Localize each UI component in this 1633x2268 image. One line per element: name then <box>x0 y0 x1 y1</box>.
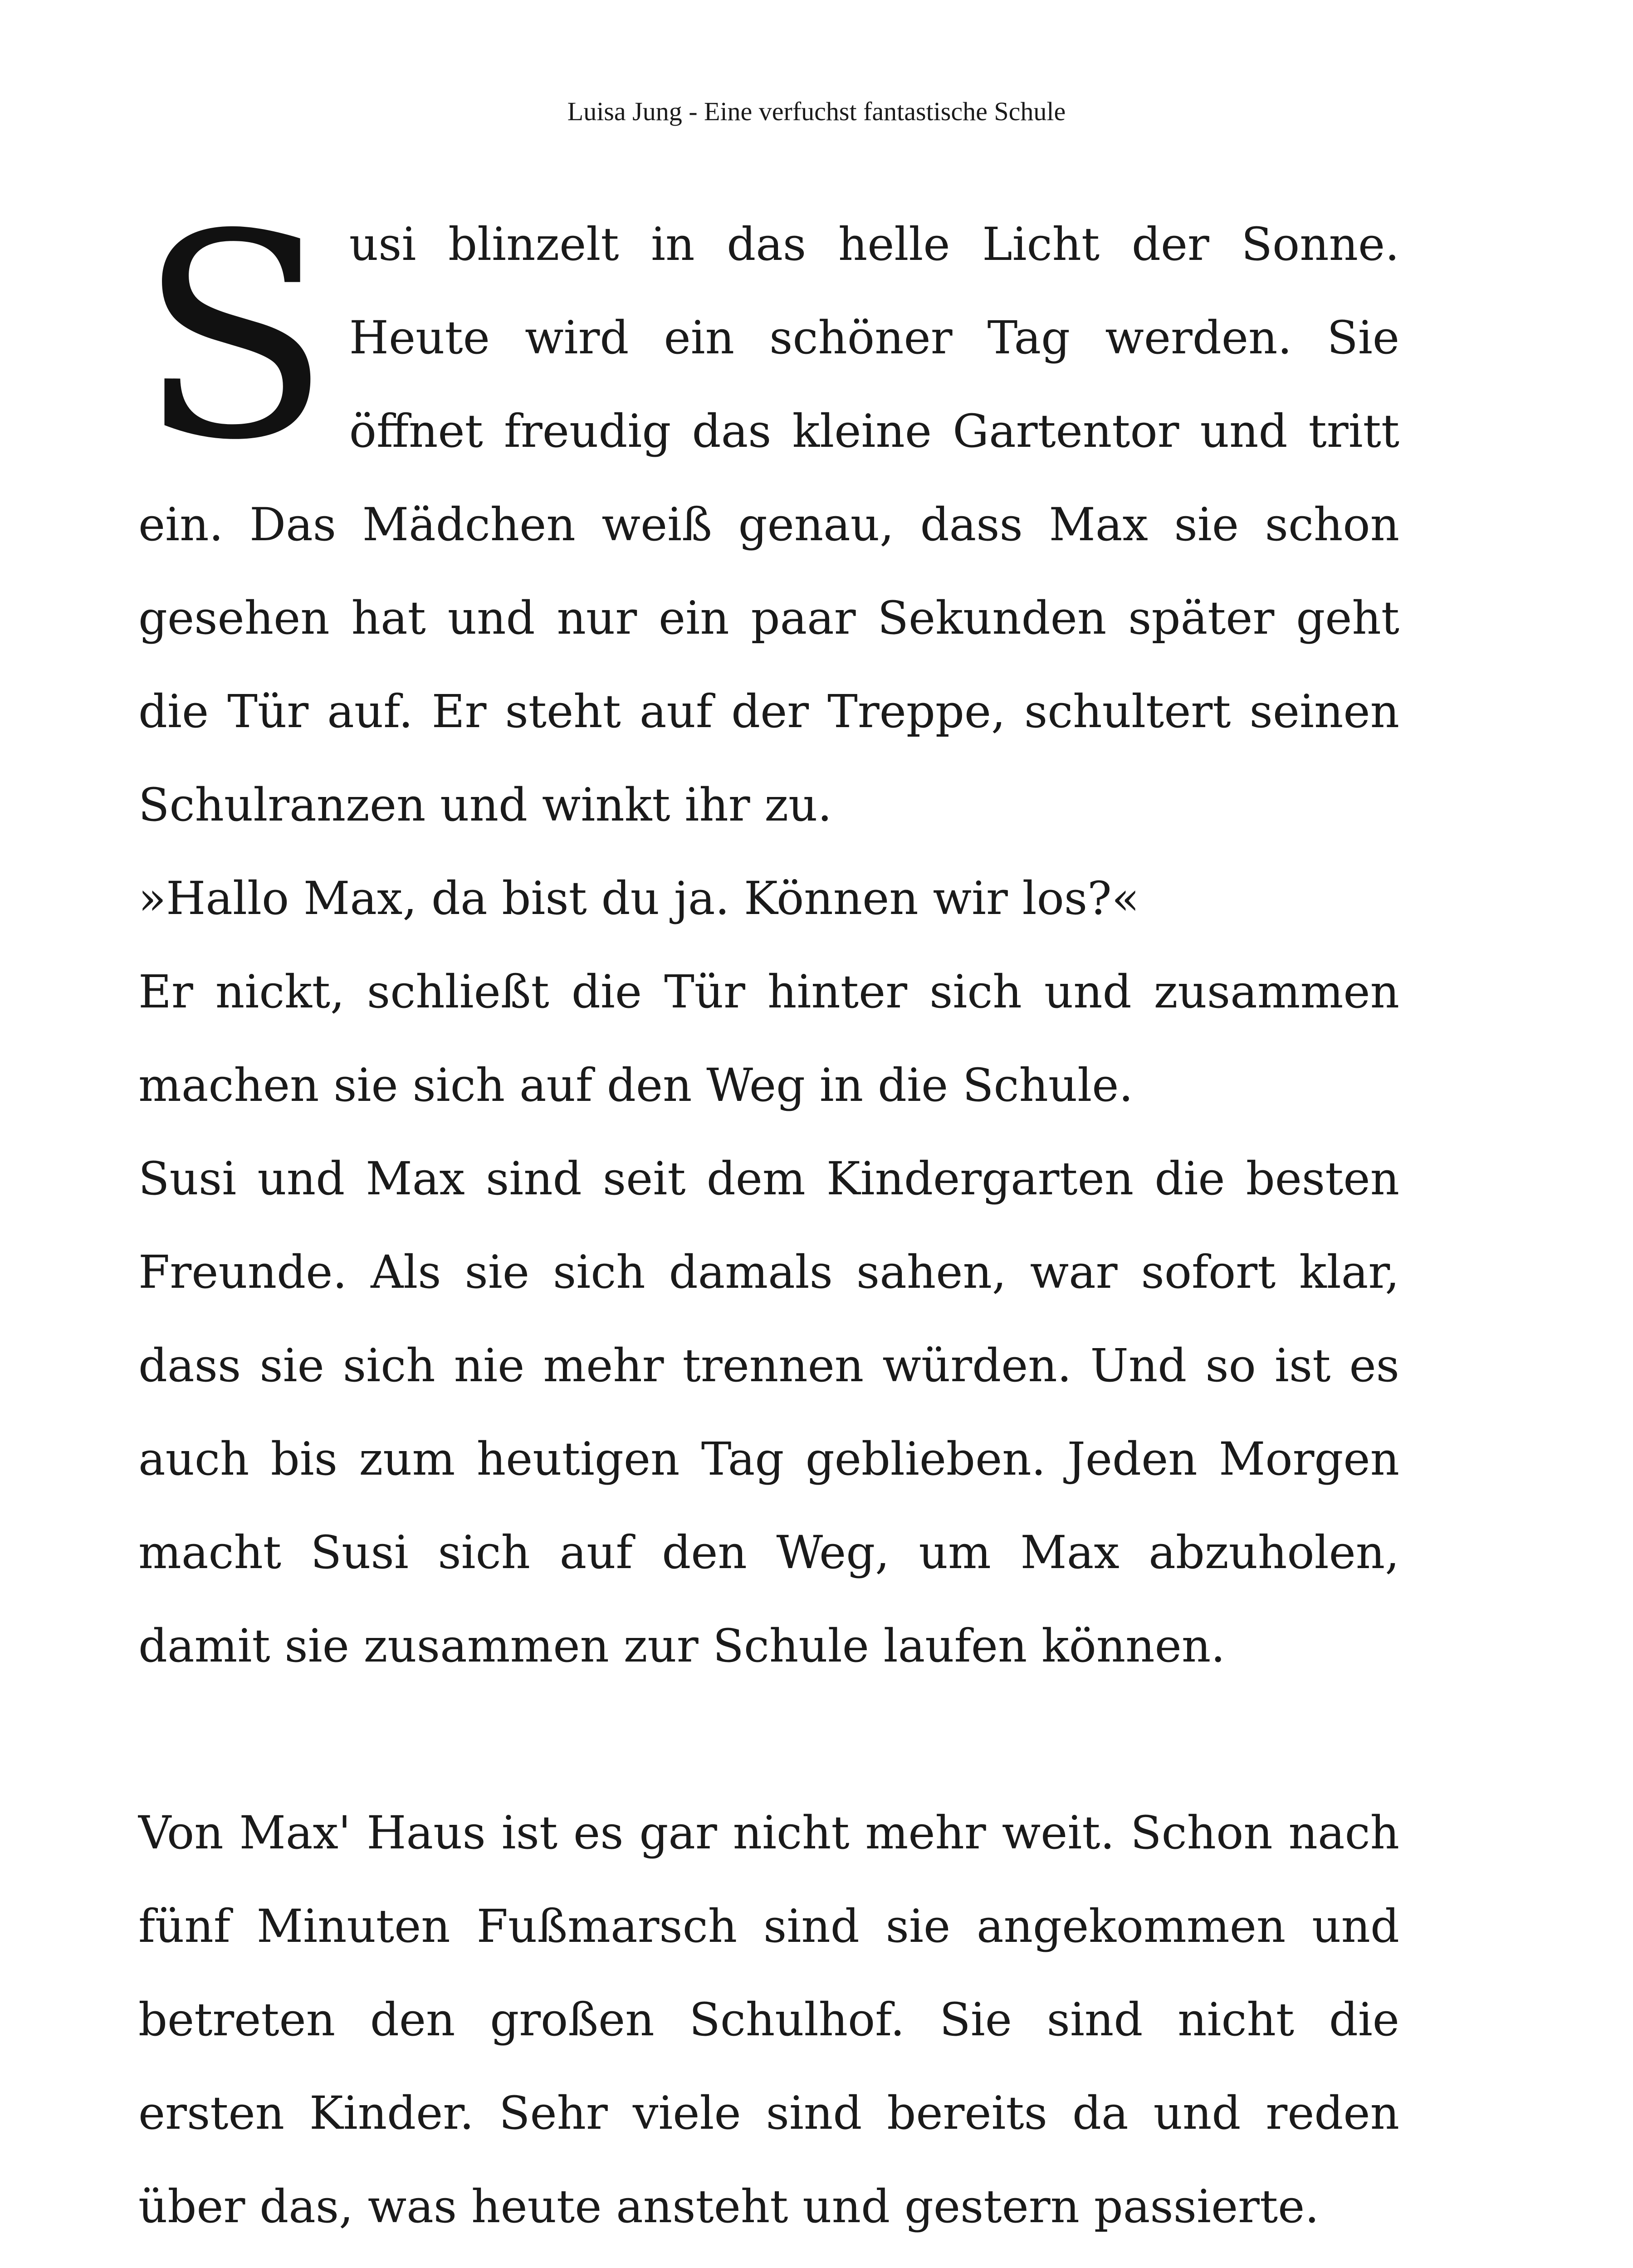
paragraph-1-text: usi blinzelt in das helle Licht der Sonne. Heute wird ein schöner Tag werden. Sie öffnet freudig das kleine Gartentor und tritt ein. Das Mädchen weiß genau, dass Max sie schon gesehen hat und nur ein paar Sekunden später geht die Tür auf. Er steht auf der Treppe, schultert seinen Schulranzen und winkt ihr zu. <box>138 218 1399 831</box>
paragraph-spacer <box>138 1693 1399 1786</box>
paragraph-4: Susi und Max sind seit dem Kindergarten die besten Freunde. Als sie sich damals sahen, war sofort klar, dass sie sich nie mehr trennen würden. Und so ist es auch bis zum heutigen Tag geblieben. Jeden Morgen macht Susi sich auf den Weg, um Max abzuholen, damit sie zusammen zur Schule laufen können. <box>138 1152 1399 1672</box>
body-text <box>138 175 1399 2253</box>
paragraph-1 <box>138 175 1399 852</box>
running-header: Luisa Jung - Eine verfuchst fantastische Schule <box>567 97 1066 126</box>
paragraph-2: »Hallo Max, da bist du ja. Können wir los?« <box>138 872 1139 925</box>
paragraph-3: Er nickt, schließt die Tür hinter sich und zusammen machen sie sich auf den Weg in die Schule. <box>138 965 1399 1112</box>
drop-cap: S <box>138 175 331 502</box>
paragraph-5: Von Max' Haus ist es gar nicht mehr weit. Schon nach fünf Minuten Fußmarsch sind sie angekommen und betreten den großen Schulhof. Sie sind nicht die ersten Kinder. Sehr viele sind bereits da und reden über das, was heute ansteht und gestern passierte. <box>138 1806 1399 2233</box>
